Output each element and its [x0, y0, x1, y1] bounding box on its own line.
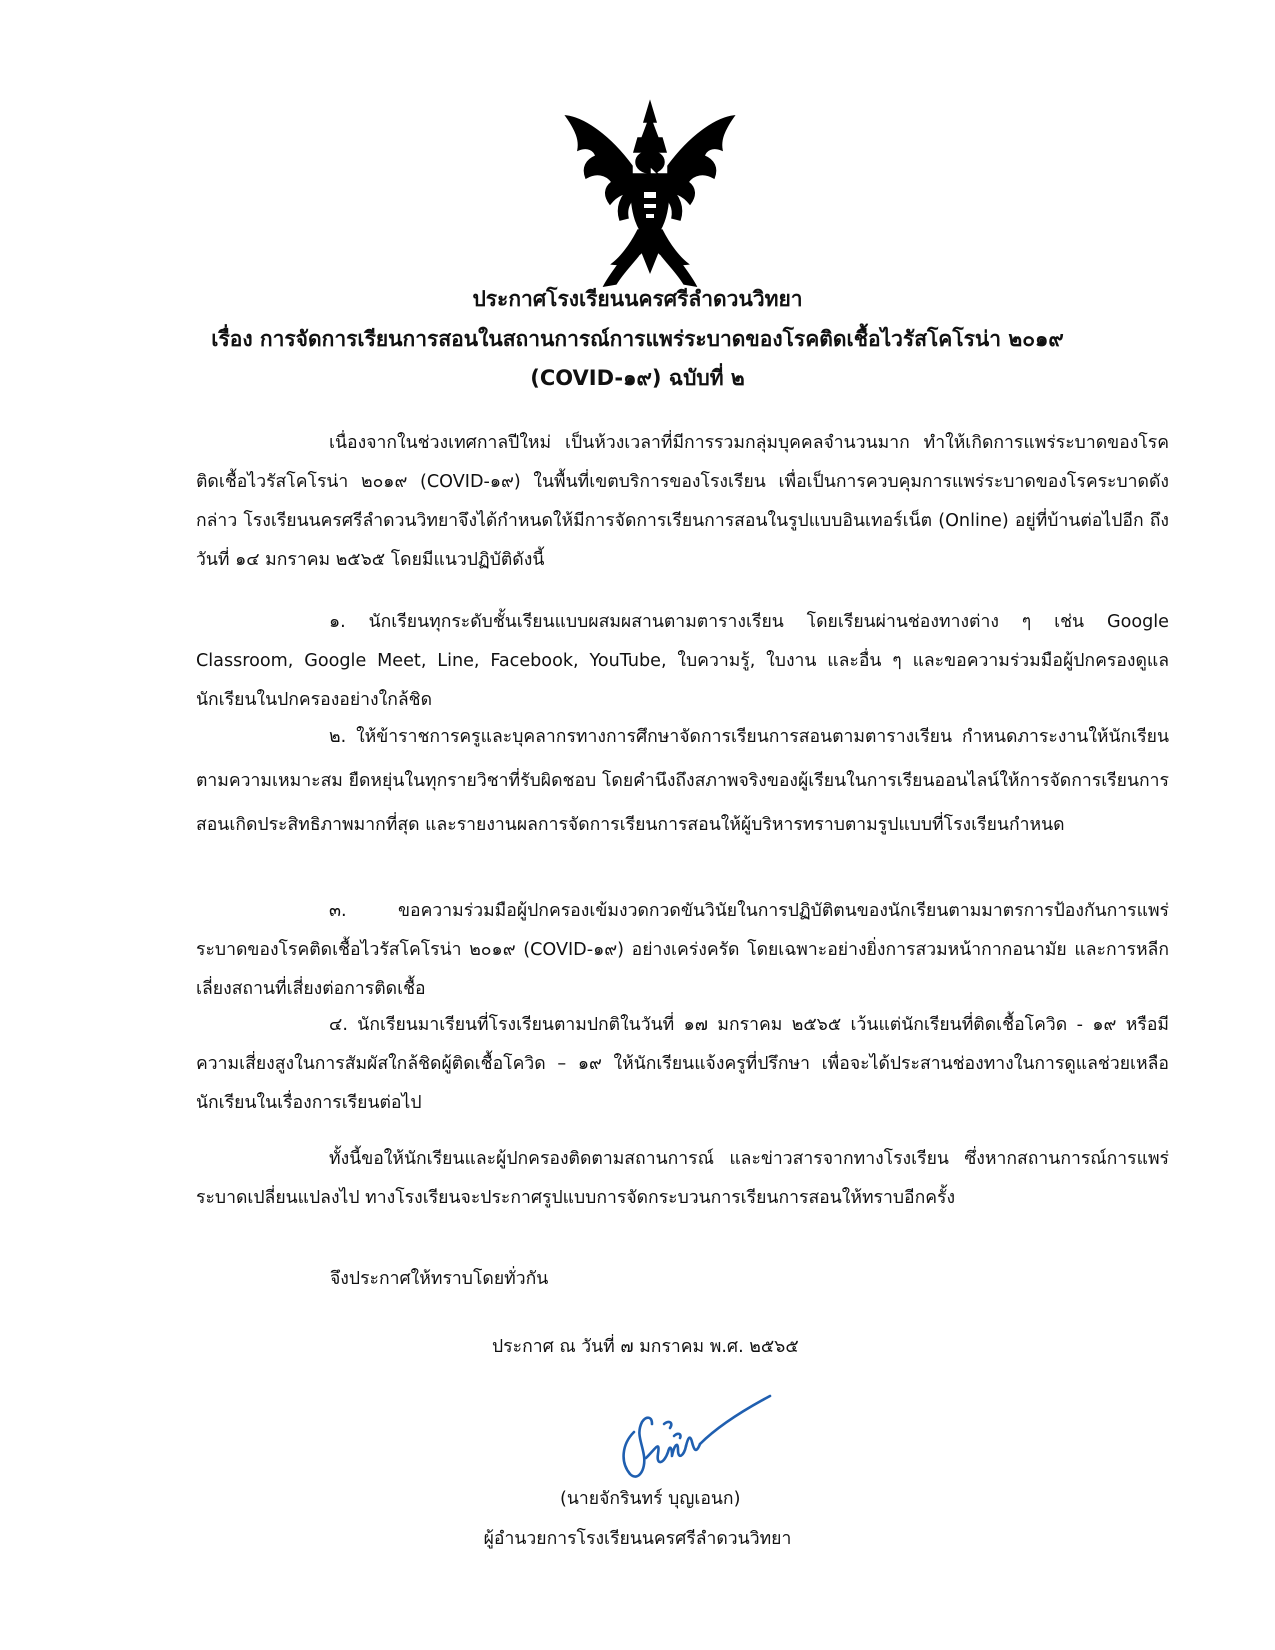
announce-line: จึงประกาศให้ทราบโดยทั่วกัน [330, 1269, 549, 1289]
intro-text: เนื่องจากในช่วงเทศกาลปีใหม่ เป็นห้วงเวลาที่มีการรวมกลุ่มบุคคลจำนวนมาก ทำให้เกิดการแพร่ระบาดของโรคติดเชื้อไวรัสโคโรน่า ๒๐๑๙ (COVID-๑๙) ในพื้นที่เขตบริการของโรงเรียน เพื่อเป็นการควบคุมการแพร่ระบาดของโรคระบาดดังกล่าว โรงเรียนนครศรีลำดวนวิทยาจึงได้กำหนดให้มีการจัดการเรียนการสอนในรูปแบบอินเทอร์เน็ต (Online) อยู่ที่บ้านต่อไปอีก ถึงวันที่ ๑๔ มกราคม ๒๕๖๕ โดยมีแนวปฏิบัติดังนี้ [196, 433, 1169, 570]
guideline-item-3 [196, 892, 1169, 1009]
signer-position: ผู้อำนวยการโรงเรียนนครศรีลำดวนวิทยา [483, 1529, 792, 1549]
announcement-title: ประกาศโรงเรียนนครศรีลำดวนวิทยา [472, 287, 803, 311]
announcement-subject-continued: (COVID-๑๙) ฉบับที่ ๒ [530, 366, 745, 390]
closing-paragraph [196, 1140, 1169, 1218]
garuda-emblem-icon [560, 96, 740, 296]
signer-name: (นายจักรินทร์ บุญเอนก) [560, 1489, 741, 1509]
intro-paragraph [196, 424, 1169, 580]
announcement-date: ประกาศ ณ วันที่ ๗ มกราคม พ.ศ. ๒๕๖๕ [492, 1337, 799, 1357]
guideline-item-2-text: ๒. ให้ข้าราชการครูและบุคลากรทางการศึกษาจัดการเรียนการสอนตามตารางเรียน กำหนดภาระงานให้นักเรียนตามความเหมาะสม ยืดหยุ่นในทุกรายวิชาที่รับผิดชอบ โดยคำนึงถึงสภาพจริงของผู้เรียนในการเรียนออนไลน์ให้การจัดการเรียนการสอนเกิดประสิทธิภาพมากที่สุด และรายงานผลการจัดการเรียนการสอนให้ผู้บริหารทราบตามรูปแบบที่โรงเรียนกำหนด [196, 727, 1169, 835]
guideline-item-1 [196, 603, 1169, 720]
handwritten-signature-icon [616, 1384, 776, 1484]
announcement-subject: เรื่อง การจัดการเรียนการสอนในสถานการณ์การแพร่ระบาดของโรคติดเชื้อไวรัสโคโรน่า ๒๐๑๙ [211, 327, 1064, 351]
guideline-item-1-text: ๑. นักเรียนทุกระดับชั้นเรียนแบบผสมผสานตามตารางเรียน โดยเรียนผ่านช่องทางต่าง ๆ เช่น Google Classroom, Google Meet, Line, Facebook, YouTube, ใบความรู้, ใบงาน และอื่น ๆ และขอความร่วมมือผู้ปกครองดูแลนักเรียนในปกครองอย่างใกล้ชิด [196, 612, 1169, 710]
guideline-item-4 [196, 1006, 1169, 1123]
guideline-item-4-text: ๔. นักเรียนมาเรียนที่โรงเรียนตามปกติในวันที่ ๑๗ มกราคม ๒๕๖๕ เว้นแต่นักเรียนที่ติดเชื้อโควิด - ๑๙ หรือมีความเสี่ยงสูงในการสัมผัสใกล้ชิดผู้ติดเชื้อโควิด – ๑๙ ให้นักเรียนแจ้งครูที่ปรึกษา เพื่อจะได้ประสานช่องทางในการดูแลช่วยเหลือนักเรียนในเรื่องการเรียนต่อไป [196, 1015, 1169, 1113]
guideline-item-3-text: ๓. ขอความร่วมมือผู้ปกครองเข้มงวดกวดขันวินัยในการปฏิบัติตนของนักเรียนตามมาตรการป้องกันการแพร่ระบาดของโรคติดเชื้อไวรัสโคโรน่า ๒๐๑๙ (COVID-๑๙) อย่างเคร่งครัด โดยเฉพาะอย่างยิ่งการสวมหน้ากากอนามัย และการหลีกเลี่ยงสถานที่เสี่ยงต่อการติดเชื้อ [196, 901, 1169, 999]
guideline-item-2 [196, 715, 1169, 847]
closing-text: ทั้งนี้ขอให้นักเรียนและผู้ปกครองติดตามสถานการณ์ และข่าวสารจากทางโรงเรียน ซึ่งหากสถานการณ์การแพร่ระบาดเปลี่ยนแปลงไป ทางโรงเรียนจะประกาศรูปแบบการจัดกระบวนการเรียนการสอนให้ทราบอีกครั้ง [196, 1149, 1169, 1208]
